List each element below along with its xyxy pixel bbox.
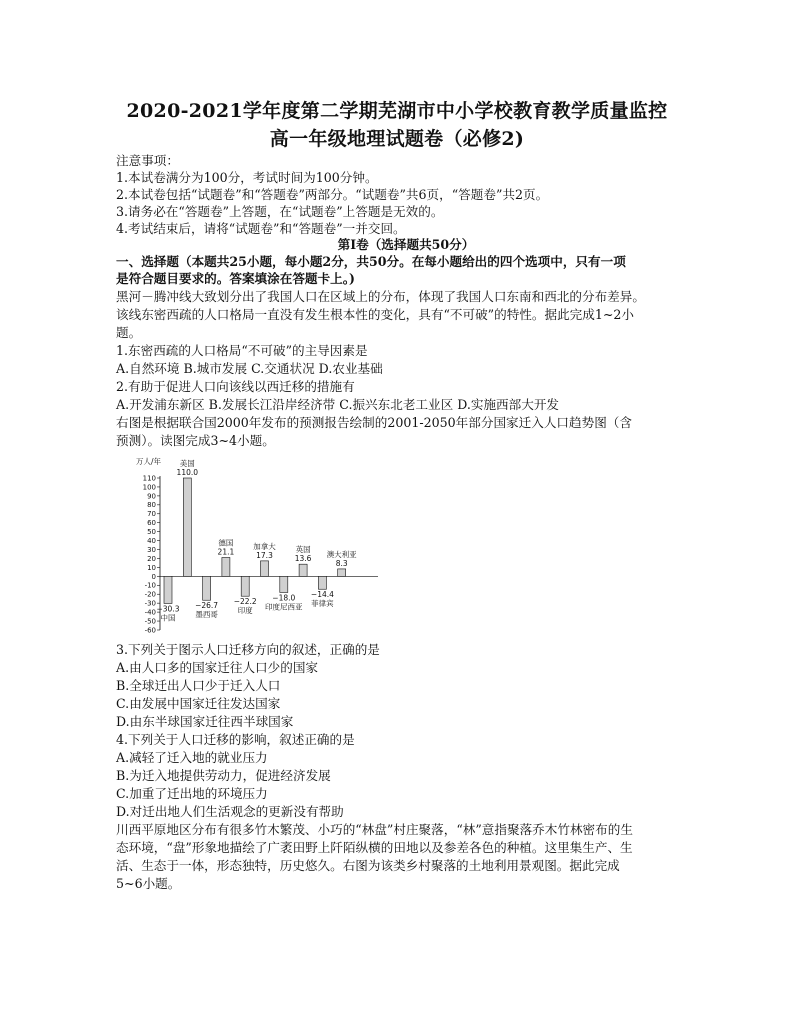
note-1: 1.本试卷满分为100分，考试时间为100分钟。 (116, 170, 378, 185)
y-tick-label: -20 (144, 590, 156, 599)
category-label: 英国 (295, 545, 311, 555)
exam-title-line2: 高一年级地理试题卷（必修2) (269, 128, 525, 150)
y-tick-label: -10 (144, 581, 156, 590)
value-label: 21.1 (217, 547, 235, 557)
part1-instructions-a: 一、选择题（本题共25小题，每小题2分，共50分。在每小题给出的四个选项中，只有一项 (116, 254, 626, 269)
passage1-line2: 该线东密西疏的人口格局一直没有发生根本性的变化，具有“不可破”的特性。据此完成1~2小 (116, 307, 635, 322)
y-tick-label: 50 (147, 528, 156, 537)
q4-option-d: D.对迁出地人们生活观念的更新没有帮助 (116, 804, 344, 819)
passage2-line1: 右图是根据联合国2000年发布的预测报告绘制的2001-2050年部分国家迁入人口趋势图（含 (116, 415, 632, 430)
y-axis-label: 万人/年 (136, 457, 162, 466)
y-tick-label: -50 (144, 617, 156, 626)
passage3-line4: 5~6小题。 (116, 876, 181, 891)
section-title: 第Ⅰ卷（选择题共50分） (337, 237, 475, 252)
q3-option-a: A.由人口多的国家迁往人口少的国家 (116, 660, 319, 675)
category-label: 德国 (218, 538, 234, 548)
q4-option-b: B.为迁入地提供劳动力，促进经济发展 (116, 768, 331, 783)
part1-instructions-b: 是符合题目要求的。答案填涂在答题卡上。) (116, 271, 355, 286)
bar-印度 (241, 576, 249, 596)
q3-option-b: B.全球迁出人口少于迁入人口 (116, 678, 281, 693)
category-label: 加拿大 (253, 541, 276, 551)
passage3-line3: 活、生态于一体，形态独特，历史悠久。右图为该类乡村聚落的土地利用景观图。据此完成 (116, 858, 620, 873)
y-tick-label: 100 (142, 483, 156, 492)
notes-heading: 注意事项： (116, 153, 179, 168)
note-2: 2.本试卷包括“试题卷”和“答题卷”两部分。“试题卷”共6页，“答题卷”共2页。 (116, 187, 549, 202)
q4-option-a: A.减轻了迁入地的就业压力 (116, 750, 268, 765)
bar-印度尼西亚 (280, 576, 288, 592)
category-label: 墨西哥 (195, 610, 218, 620)
q3-option-c: C.由发展中国家迁往发达国家 (116, 696, 281, 711)
y-tick-label: 90 (147, 492, 156, 501)
bar-德国 (222, 557, 230, 576)
passage3-line2: 态环境，“盘”形象地描绘了广袤田野上阡陌纵横的田地以及参差各色的种植。这里集生产、生 (116, 840, 633, 855)
note-3: 3.请务必在“答题卷”上答题，在“试题卷”上答题是无效的。 (116, 204, 444, 219)
y-tick-label: 20 (147, 554, 156, 563)
value-label: −18.0 (272, 593, 296, 603)
y-tick-label: -60 (144, 626, 156, 635)
category-label: 印度尼西亚 (265, 602, 303, 612)
exam-title-line1: 2020-2021学年度第二学期芜湖市中小学校教育教学质量监控 (126, 100, 668, 122)
q1-stem: 1.东密西疏的人口格局“不可破”的主导因素是 (116, 343, 368, 358)
value-label: −30.3 (156, 604, 180, 614)
q2-stem: 2.有助于促进人口向该线以西迁移的措施有 (116, 379, 355, 394)
category-label: 澳大利亚 (326, 549, 357, 559)
y-tick-label: -30 (144, 599, 156, 608)
value-label: −26.7 (195, 601, 219, 611)
category-label: 印度 (237, 606, 253, 616)
q3-option-d: D.由东半球国家迁往西半球国家 (116, 714, 294, 729)
passage1-line1: 黑河－腾冲线大致划分出了我国人口在区域上的分布，体现了我国人口东南和西北的分布差异。 (116, 289, 645, 304)
q2-options: A.开发浦东新区 B.发展长江沿岸经济带 C.振兴东北老工业区 D.实施西部大开发 (116, 397, 560, 412)
bar-英国 (299, 564, 307, 576)
bar-加拿大 (261, 561, 269, 576)
y-tick-label: 10 (147, 563, 156, 572)
q3-stem: 3.下列关于图示人口迁移方向的叙述，正确的是 (116, 642, 380, 657)
q4-stem: 4.下列关于人口迁移的影响，叙述正确的是 (116, 732, 355, 747)
y-tick-label: 70 (147, 510, 156, 519)
bar-澳大利亚 (338, 569, 346, 576)
y-tick-label: 110 (142, 474, 156, 483)
y-tick-label: 30 (147, 545, 156, 554)
value-label: 13.6 (294, 554, 312, 564)
passage2-line2: 预测）。读图完成3~4小题。 (116, 433, 275, 448)
bar-中国 (164, 576, 172, 603)
y-tick-label: 0 (151, 572, 156, 581)
bar-菲律宾 (318, 576, 326, 589)
bar-美国 (183, 478, 191, 576)
value-label: 17.3 (256, 550, 273, 560)
passage1-line3: 题。 (116, 325, 142, 340)
value-label: 110.0 (176, 468, 199, 477)
value-label: −14.4 (310, 590, 334, 600)
y-tick-label: 60 (147, 519, 156, 528)
y-tick-label: 80 (147, 501, 156, 510)
migration-bar-chart (128, 452, 388, 638)
passage3-line1: 川西平原地区分布有很多竹木繁茂、小巧的“林盘”村庄聚落，“林”意指聚落乔木竹林密布的生 (116, 822, 633, 837)
note-4: 4.考试结束后，请将“试题卷”和“答题卷”一并交回。 (116, 221, 406, 236)
category-label: 菲律宾 (311, 599, 334, 609)
category-label: 美国 (179, 459, 195, 468)
value-label: −22.2 (233, 597, 257, 607)
bar-墨西哥 (203, 576, 211, 600)
y-tick-label: 40 (147, 536, 156, 545)
q1-options: A.自然环境 B.城市发展 C.交通状况 D.农业基础 (116, 361, 383, 376)
y-tick-label: -40 (144, 608, 156, 617)
q4-option-c: C.加重了迁出地的环境压力 (116, 786, 268, 801)
value-label: 8.3 (335, 558, 348, 568)
category-label: 中国 (160, 613, 176, 623)
